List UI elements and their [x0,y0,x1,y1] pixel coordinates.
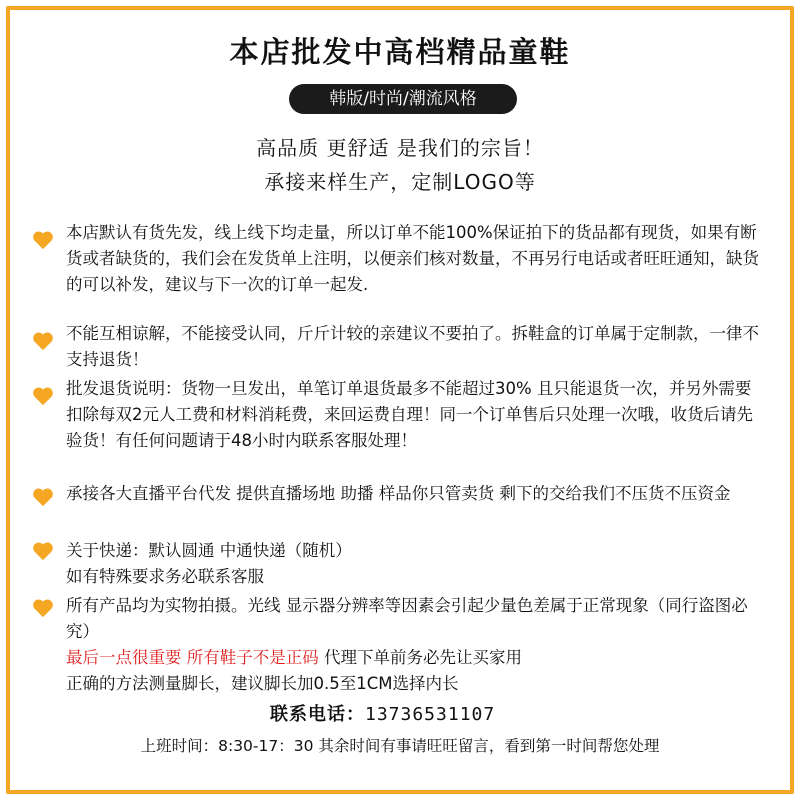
express-line: 关于快递：默认圆通 中通快递（随机） [66,541,352,560]
phone-label: 联系电话： [270,704,365,725]
heart-icon [32,331,54,351]
business-hours: 上班时间：8:30-17：30 其余时间有事请旺旺留言，看到第一时间帮您处理 [140,737,660,755]
heart-icon [32,541,54,561]
notice-livestream: 承接各大直播平台代发 提供直播场地 助播 样品你只管卖货 剩下的交给我们不压货不压资金 [66,484,731,503]
photos-line: 所有产品均为实物拍摄。光线 显示器分辨率等因素会引起少量色差属于正常现象（同行盗图必究） [66,596,748,641]
phone-number: 13736531107 [365,704,496,725]
sizing-line [66,645,766,671]
measure-line: 正确的方法测量脚长，建议脚长加0.5至1CM选择内长 [66,674,459,693]
subtitle-quality: 高品质 更舒适 是我们的宗旨！ [256,136,544,160]
notice-wholesale-return: 批发退货说明：货物一旦发出，单笔订单退货最多不能超过30% 且只能退货一次，并另外需要扣除每双2元人工费和材料消耗费，来回运费自理！同一个订单售后只处理一次哦，收货后请先验货！有任何问题请于48小时内联系客服处理！ [66,379,753,450]
notice-no-return: 不能互相谅解，不能接受认同，斤斤计较的亲建议不要拍了。拆鞋盒的订单属于定制款，一律不支持退货！ [66,324,759,369]
sizing-warning: 最后一点很重要 所有鞋子不是正码 [66,648,319,667]
heart-icon [32,230,54,250]
heart-icon [32,598,54,618]
sizing-advice: 代理下单前务必先让买家用 [318,648,522,667]
heart-icon [32,386,54,406]
notice-photos [66,593,766,697]
page-title: 本店批发中高档精品童鞋 [229,35,571,69]
tagline-badge: 韩版/时尚/潮流风格 [289,84,517,114]
heart-icon [32,487,54,507]
express-contact-line: 如有特殊要求务必联系客服 [66,567,264,586]
subtitle-custom: 承接来样生产，定制LOGO等 [264,170,536,194]
contact-phone [270,700,495,726]
notice-stock: 本店默认有货先发，线上线下均走量，所以订单不能100%保证拍下的货品都有现货，如果有断货或者缺货的，我们会在发货单上注明，以便亲们核对数量，不再另行电话或者旺旺通知，缺货的可以补发，建议与下一次的订单一起发. [66,223,759,294]
notice-express [66,538,766,590]
